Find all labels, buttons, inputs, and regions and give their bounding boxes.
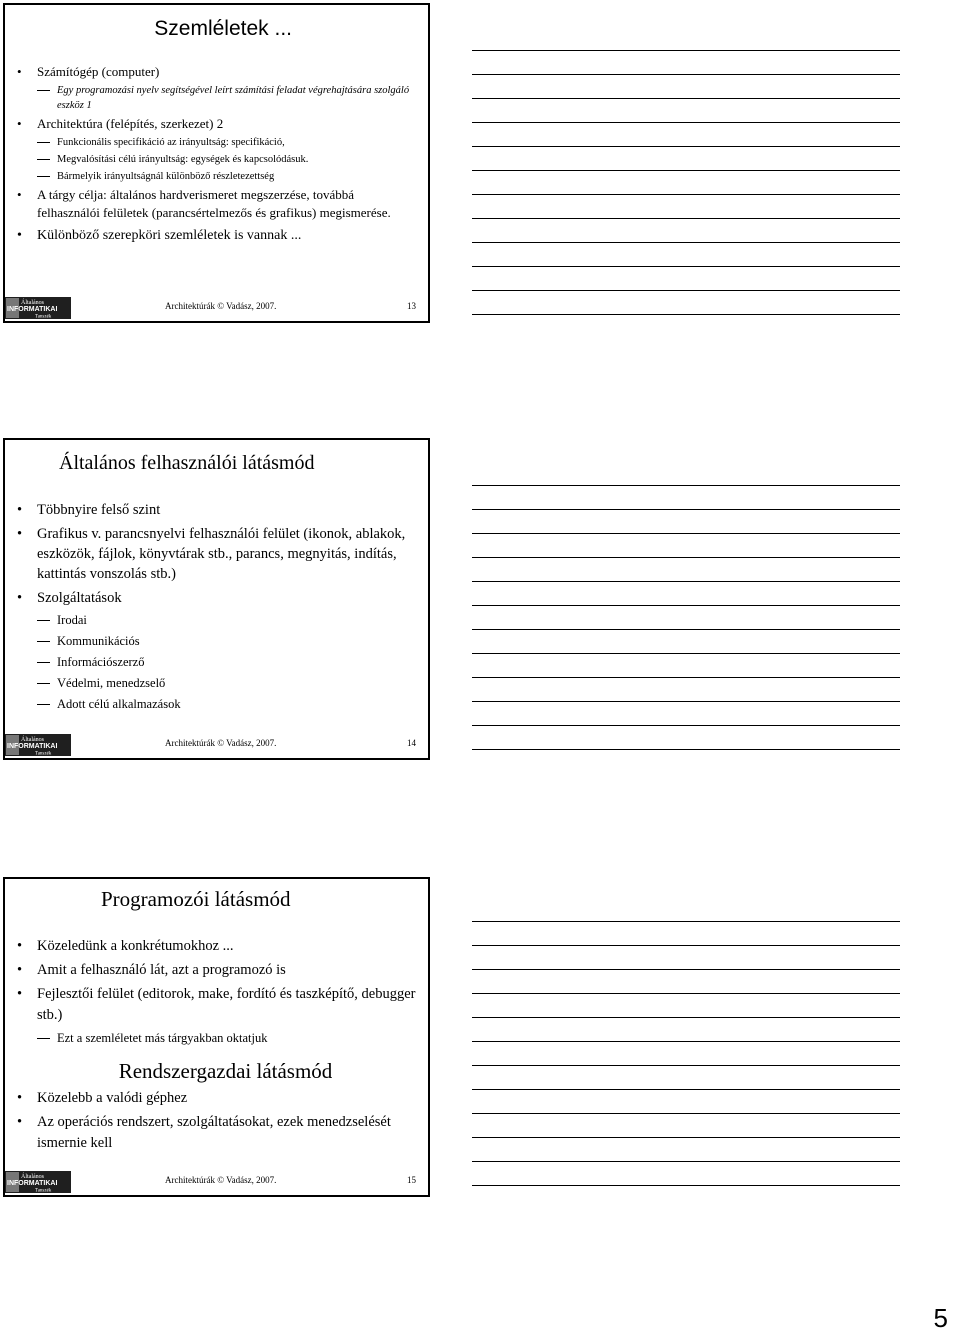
note-line [472, 27, 900, 51]
svg-text:Tanszék: Tanszék [35, 314, 52, 319]
footer-credit: Architektúrák © Vadász, 2007. [165, 1175, 277, 1185]
note-line [472, 970, 900, 994]
note-line [472, 1042, 900, 1066]
note-line [472, 291, 900, 315]
sub-bullet-item: Funkcionális specifikáció az irányultság: specifikáció, [13, 135, 420, 150]
note-line [472, 946, 900, 970]
note-line [472, 195, 900, 219]
notes-lines [472, 898, 900, 1186]
slide-15 [3, 877, 430, 1197]
bullet-item: • Számítógép (computer) [13, 63, 420, 81]
sub-bullet-item: Egy programozási nyelv segítségével leírt számítási feladat végrehajtására szolgáló eszköz 1 [13, 83, 420, 113]
note-line [472, 726, 900, 750]
sub-bullet-item: Bármelyik irányultságnál különböző részletezettség [13, 169, 420, 184]
svg-text:Általános: Általános [21, 737, 44, 743]
notes-lines [472, 462, 900, 750]
note-line [472, 994, 900, 1018]
sub-bullet-item: Irodai [13, 612, 420, 629]
sub-bullet-item: Információszerző [13, 654, 420, 671]
bullet-item: • Különböző szerepköri szemléletek is vannak ... [13, 227, 420, 245]
svg-text:Tanszék: Tanszék [35, 751, 52, 756]
bullet-item: • Többnyire felső szint [13, 500, 420, 520]
department-logo [5, 1171, 71, 1193]
bullet-item: • Fejlesztői felület (editorok, make, fordító és taszképítő, debugger stb.) [13, 984, 420, 1026]
note-line [472, 922, 900, 946]
slide-body [13, 496, 420, 713]
sub-bullet-item: Adott célú alkalmazások [13, 696, 420, 713]
notes-lines [472, 27, 900, 315]
bullet-item: • Szolgáltatások [13, 588, 420, 608]
slide-14 [3, 438, 430, 760]
bullet-item: • Amit a felhasználó lát, azt a programozó is [13, 960, 420, 981]
slide-footer [5, 295, 428, 317]
svg-text:Általános: Általános [21, 1174, 44, 1180]
note-line [472, 147, 900, 171]
note-line [472, 171, 900, 195]
note-line [472, 1114, 900, 1138]
slide-body [13, 933, 420, 1154]
sub-bullet-item: Védelmi, menedzselő [13, 675, 420, 692]
note-line [472, 678, 900, 702]
sub-bullet-item: Kommunikációs [13, 633, 420, 650]
bullet-item: • Közelebb a valódi géphez [13, 1088, 420, 1109]
note-line [472, 1090, 900, 1114]
slide-footer [5, 1169, 428, 1191]
note-line [472, 123, 900, 147]
note-line [472, 558, 900, 582]
slide-title: Általános felhasználói látásmód [59, 452, 315, 474]
note-line [472, 702, 900, 726]
svg-text:INFORMATIKAI: INFORMATIKAI [7, 743, 58, 750]
bullet-item: • Architektúra (felépítés, szerkezet) 2 [13, 115, 420, 133]
note-line [472, 1162, 900, 1186]
note-line [472, 99, 900, 123]
slide-body [13, 61, 420, 245]
slide-subtitle: Rendszergazdai látásmód [118, 1059, 333, 1083]
note-line [472, 606, 900, 630]
note-line [472, 75, 900, 99]
slide-13 [3, 3, 430, 323]
slide-number: 14 [407, 738, 416, 748]
note-line [472, 654, 900, 678]
note-line [472, 267, 900, 291]
bullet-item: • Az operációs rendszert, szolgáltatásokat, ezek menedzselését ismernie kell [13, 1112, 420, 1154]
department-logo [5, 297, 71, 319]
note-line [472, 1018, 900, 1042]
svg-text:Általános: Általános [21, 300, 44, 306]
note-line [472, 1138, 900, 1162]
svg-text:INFORMATIKAI: INFORMATIKAI [7, 306, 58, 313]
bullet-item: • Közeledünk a konkrétumokhoz ... [13, 936, 420, 957]
note-line [472, 534, 900, 558]
footer-credit: Architektúrák © Vadász, 2007. [165, 738, 277, 748]
note-line [472, 462, 900, 486]
note-line [472, 582, 900, 606]
bullet-item: • A tárgy célja: általános hardverismeret megszerzése, továbbá felhasználói felületek (parancsértelmezős és grafikus) megismerése. [13, 186, 420, 222]
note-line [472, 510, 900, 534]
note-line [472, 630, 900, 654]
department-logo [5, 734, 71, 756]
note-line [472, 51, 900, 75]
page-number: 5 [933, 1303, 948, 1333]
slide-title: Programozói látásmód [101, 887, 291, 911]
svg-text:Tanszék: Tanszék [35, 1188, 52, 1193]
footer-credit: Architektúrák © Vadász, 2007. [165, 301, 277, 311]
svg-text:INFORMATIKAI: INFORMATIKAI [7, 1180, 58, 1187]
slide-footer [5, 732, 428, 754]
slide-number: 13 [407, 301, 416, 311]
note-line [472, 1066, 900, 1090]
note-line [472, 898, 900, 922]
bullet-item: • Grafikus v. parancsnyelvi felhasználói felület (ikonok, ablakok, eszközök, fájlok, könyvtárak stb., parancs, megnyitás, indítás, kattintás vonszolás stb.) [13, 524, 420, 584]
slide-title: Szemléletek ... [154, 17, 292, 40]
sub-bullet-item: Ezt a szemléletet más tárgyakban oktatjuk [13, 1030, 420, 1047]
note-line [472, 219, 900, 243]
note-line [472, 243, 900, 267]
sub-bullet-item: Megvalósítási célú irányultság: egységek és kapcsolódásuk. [13, 152, 420, 167]
note-line [472, 486, 900, 510]
slide-number: 15 [407, 1175, 416, 1185]
